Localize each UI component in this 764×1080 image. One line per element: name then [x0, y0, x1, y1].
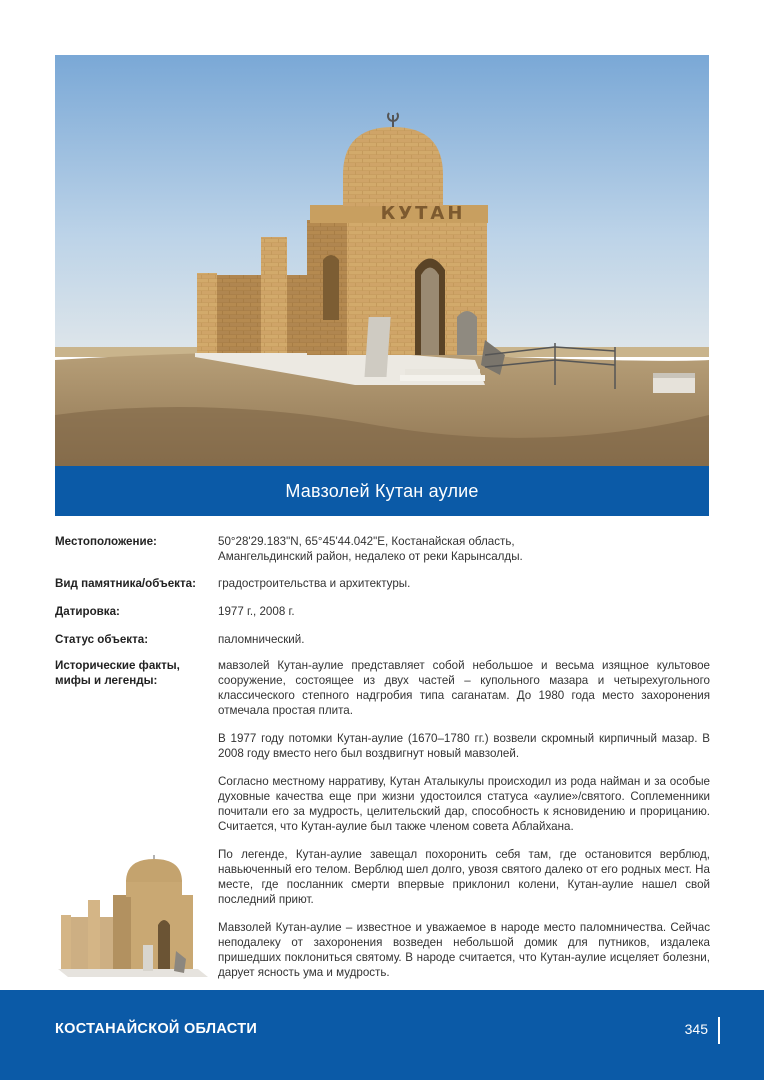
dating-label: Датировка:	[55, 605, 120, 618]
type-label: Вид памятника/объекта:	[55, 577, 196, 590]
history-paragraph: Согласно местному нарративу, Кутан Аталыкулы происходил из рода найман и за особые духовные качества еще при жизни удостоился статуса «аулие»/святого. Соплеменники почитали его за мудрость, целительский дар, способность к ясновидению и прорицанию. Считается, что Кутан-аулие был также членом совета Аблайхана.	[218, 775, 710, 833]
mausoleum-photo	[55, 55, 709, 466]
type-value: градостроительства и архитектуры.	[218, 577, 411, 590]
footer-divider	[718, 1017, 720, 1044]
history-paragraph: Мавзолей Кутан-аулие – известное и уважаемое в народе место паломничества. Сейчас неподалеку от захоронения возведен небольшой домик для путников, издалека пришедших поклониться святому. В народе считается, что Кутан-аулие исцеляет болезни, дарует ясность ума и мудрость.	[218, 921, 710, 979]
history-paragraph: мавзолей Кутан-аулие представляет собой небольшое и весьма изящное культовое сооружение, состоящее из двух частей – купольного мазара и четырехугольного классического степного надгробия типа саганатам. До 1980 года место захоронения отмечала простая плита.	[218, 659, 710, 717]
footer-region: КОСТАНАЙСКОЙ ОБЛАСТИ	[55, 1021, 258, 1037]
info-row-location	[55, 534, 710, 564]
location-label: Местоположение:	[55, 535, 157, 548]
info-row-type	[55, 576, 710, 591]
photo-inscription: КУТАН	[380, 203, 466, 224]
dating-value: 1977 г., 2008 г.	[218, 605, 295, 618]
page-footer	[0, 990, 764, 1080]
caption-title: Мавзолей Кутан аулие	[285, 480, 479, 501]
status-label: Статус объекта:	[55, 633, 149, 646]
info-row-dating	[55, 604, 710, 619]
mausoleum-sketch	[58, 855, 208, 980]
caption-bar	[55, 466, 709, 516]
history-paragraph: В 1977 году потомки Кутан-аулие (1670–1780 гг.) возвели скромный кирпичный мазар. В 2008 году вместо него был воздвигнут новый мавзолей.	[218, 732, 710, 760]
history-paragraph: По легенде, Кутан-аулие завещал похоронить себя там, где остановится верблюд, навьюченный его телом. Верблюд шел долго, увозя святого далеко от его родных мест. На месте, где посланник смерти впервые приклонил колени, Кутан-аулие нашел свой последний приют.	[218, 848, 710, 906]
location-line: Амангельдинский район, недалеко от реки Карынсалды.	[218, 550, 523, 563]
info-row-status	[55, 632, 710, 647]
status-value: паломнический.	[218, 633, 305, 646]
page-number: 345	[684, 1021, 708, 1037]
location-line: 50°28'29.183"N, 65°45'44.042"E, Костанайская область,	[218, 535, 515, 548]
history-label: Исторические факты, мифы и легенды:	[55, 659, 180, 687]
